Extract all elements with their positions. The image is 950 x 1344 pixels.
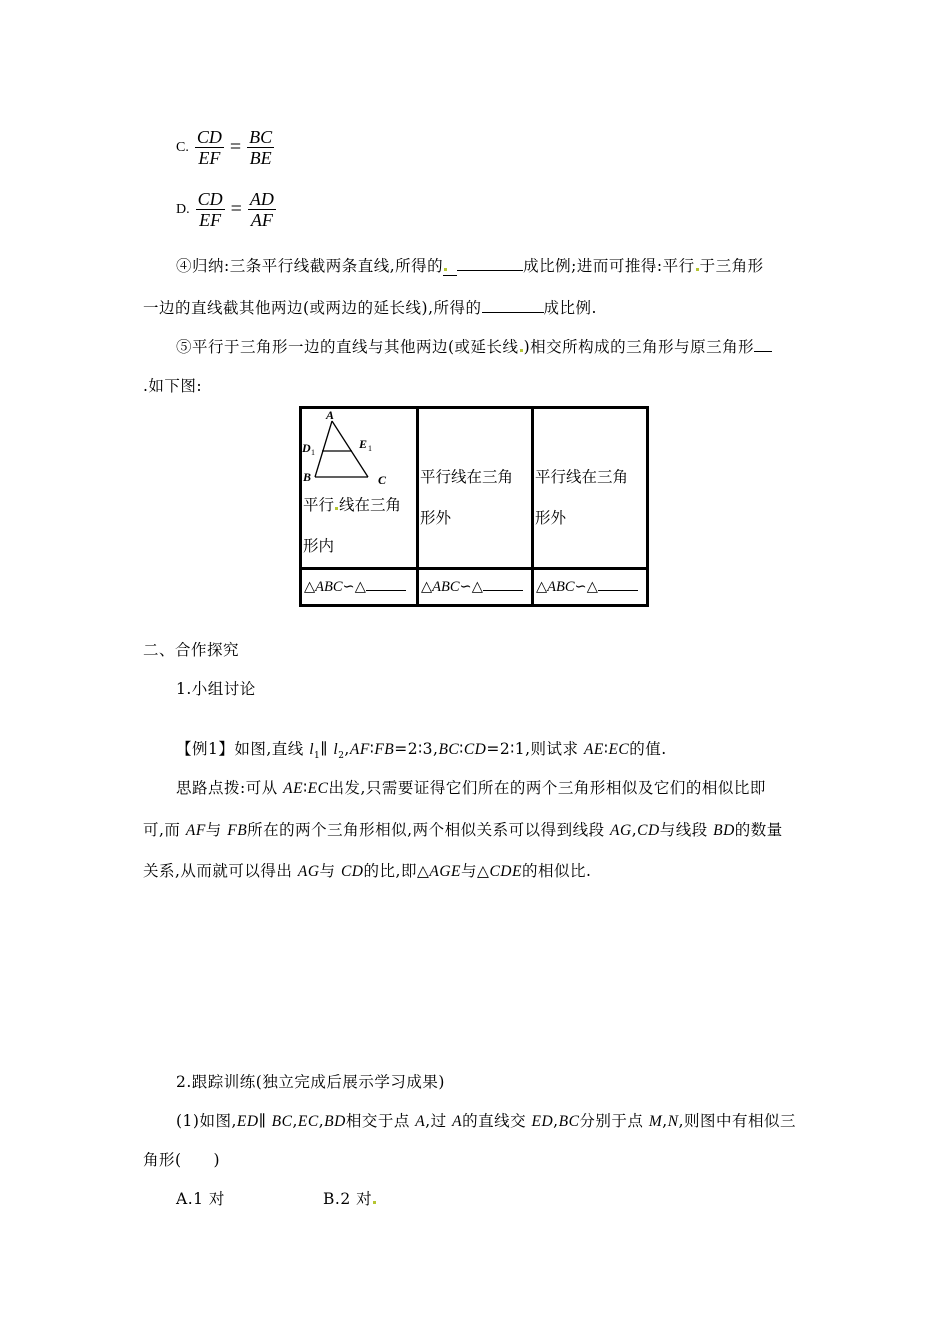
triangle-table <box>299 406 649 607</box>
sim-cell-3: △ABC∽△ <box>533 569 648 606</box>
hint-line1: 思路点拨:可从 AE∶EC出发,只需要证得它们所在的两个三角形相似及它们的相似比即 <box>176 779 766 797</box>
fill-blank[interactable] <box>754 351 772 352</box>
fraction-cd-ef: $\frac{CD}{EF}$ <box>197 189 223 230</box>
fill-blank[interactable] <box>366 590 406 591</box>
item5-line1: ⑤平行于三角形一边的直线与其他两边(或延长线 )相交所构成的三角形与原三角形 <box>176 335 772 357</box>
fill-blank[interactable] <box>483 590 523 591</box>
fill-blank[interactable] <box>443 257 457 276</box>
option-d: D. $\frac{CD}{EF}$ = $\frac{AD}{AF}$ <box>176 189 274 230</box>
triangle-figure <box>302 409 416 489</box>
hint-line2: 可,而 AF与 FB所在的两个三角形相似,两个相似关系可以得到线段 AG,CD与线段 BD的数量 <box>143 821 783 839</box>
sim-cell-1: △ABC∽△ <box>301 569 418 606</box>
fill-blank[interactable] <box>598 590 638 591</box>
example1: 【例1】如图,直线 $l_1\parallel$ $l_2,AF∶FB=2∶3,BC∶CD=2∶1$,则试求 AE∶EC的值. <box>176 740 667 762</box>
label-b: B <box>303 470 312 484</box>
option-c: C. $\frac{CD}{EF}$ = $\frac{BC}{BE}$ <box>176 127 273 168</box>
label-d1: D <box>302 441 311 455</box>
fraction-ad-af: $\frac{AD}{AF}$ <box>249 189 274 230</box>
fill-blank[interactable] <box>482 312 544 313</box>
subsection-tracking-practice: 2.跟踪训练(独立完成后展示学习成果) <box>176 1073 445 1091</box>
option-d-label: D. <box>176 201 190 217</box>
subsection-group-discussion: 1.小组讨论 <box>176 680 256 698</box>
cell-outside-2: 平行线在三角 形外 <box>533 408 648 569</box>
item4-line1: ④归纳:三条平行线截两条直线,所得的 成比例;进而可推得:平行 于三角形 <box>176 257 764 275</box>
item4-line2: 一边的直线截其他两边(或两边的延长线),所得的 成比例. <box>143 299 597 317</box>
item5-line2: .如下图: <box>143 377 203 395</box>
svg-text:1: 1 <box>311 448 315 457</box>
choice-a[interactable]: A.1 对 <box>176 1190 225 1208</box>
mark-dot <box>520 349 523 352</box>
question1-line2: 角形( ) <box>143 1151 221 1169</box>
fraction-cd-ef: $\frac{CD}{EF}$ <box>196 127 222 168</box>
cell-outside-1: 平行线在三角 形外 <box>418 408 533 569</box>
label-a: A <box>326 409 335 422</box>
mark-dot <box>696 268 699 271</box>
label-c: C <box>378 473 387 487</box>
choice-b[interactable]: B.2 对 <box>323 1187 377 1209</box>
label-e1: E <box>359 437 368 451</box>
fill-blank[interactable] <box>457 270 523 271</box>
option-c-label: C. <box>176 139 189 155</box>
fraction-bc-be: $\frac{BC}{BE}$ <box>249 127 273 168</box>
sim-cell-2: △ABC∽△ <box>418 569 533 606</box>
section-heading: 二、合作探究 <box>143 641 240 659</box>
question1-line1: (1)如图,ED∥ BC,EC,BD相交于点 A,过 A的直线交 ED,BC分别于点 M,N,则图中有相似三 <box>176 1112 796 1130</box>
svg-text:1: 1 <box>368 444 372 453</box>
cell-inside: A D 1 E 1 B C 平行 线在三角 形内 <box>301 408 418 569</box>
hint-line3: 关系,从而就可以得出 AG与 CD的比,即△AGE与△CDE的相似比. <box>143 862 592 880</box>
